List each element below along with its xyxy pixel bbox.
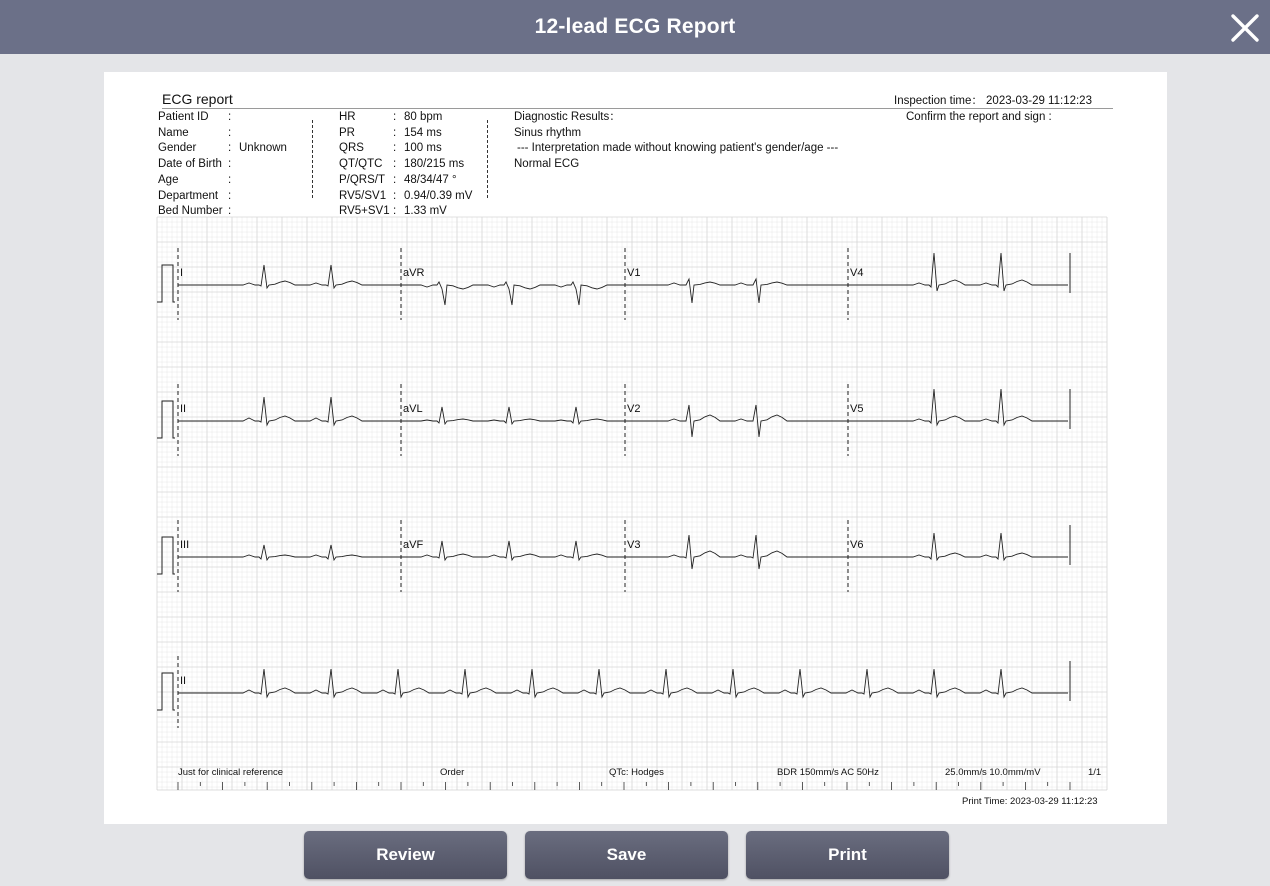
field-colon: :: [393, 126, 397, 139]
lead-label: V2: [627, 403, 641, 415]
speed-gain: 25.0mm/s 10.0mm/mV: [945, 767, 1041, 778]
lead-label: V5: [850, 403, 864, 415]
lead-label: V1: [627, 267, 641, 279]
lead-label: I: [180, 267, 184, 279]
title-bar: [0, 0, 1270, 54]
diagnostic-line: --- Interpretation made without knowing patient's gender/age ---: [517, 142, 839, 154]
header-divider: [162, 108, 1113, 109]
clinical-reference: Just for clinical reference: [178, 767, 284, 778]
measurement-value: 154 ms: [404, 126, 442, 139]
measurement-value: 48/34/47 °: [404, 173, 457, 186]
field-colon: :: [393, 142, 397, 155]
measurement-label: HR: [339, 111, 356, 123]
patient-field-label: Age: [158, 173, 179, 186]
ecg-trace-aVR: [401, 282, 625, 305]
lead-label: II: [180, 403, 187, 415]
order-label: Order: [440, 767, 465, 778]
page-number: 1/1: [1088, 767, 1102, 778]
calibration-pulse: [157, 265, 175, 302]
review-button[interactable]: Review: [304, 831, 507, 879]
patient-field-label: Bed Number: [158, 205, 223, 218]
qtc-method: QTc: Hodges: [609, 767, 664, 778]
save-button[interactable]: Save: [525, 831, 728, 879]
print-time: Print Time: 2023-03-29 11:12:23: [962, 796, 1098, 807]
patient-field-label: Name: [158, 126, 189, 139]
patient-field-label: Department: [158, 189, 219, 202]
lead-label: III: [180, 539, 190, 551]
confirm-sign: Confirm the report and sign :: [906, 111, 1052, 123]
field-colon: :: [228, 189, 232, 202]
close-icon[interactable]: [1228, 11, 1262, 45]
field-colon: :: [228, 142, 232, 155]
patient-field-value: Unknown: [239, 142, 287, 155]
ecg-chart: [104, 72, 1167, 824]
diagnostic-heading: Diagnostic Results：: [514, 111, 621, 123]
column-divider: [487, 120, 488, 198]
lead-label: II: [180, 675, 187, 687]
field-colon: :: [393, 111, 397, 123]
ecg-trace-II: [178, 397, 401, 425]
measurement-label: RV5+SV1: [339, 205, 390, 218]
lead-label: V4: [850, 267, 864, 279]
field-colon: :: [228, 173, 232, 186]
measurement-label: P/QRS/T: [339, 173, 386, 186]
field-colon: :: [393, 158, 397, 171]
ecg-trace-II: [178, 669, 1068, 697]
lead-label: V6: [850, 539, 864, 551]
measurement-label: QRS: [339, 142, 364, 155]
ecg-report-paper: [104, 72, 1167, 824]
field-colon: :: [228, 158, 232, 171]
measurement-value: 0.94/0.39 mV: [404, 189, 473, 202]
print-button[interactable]: Print: [746, 831, 949, 879]
lead-label: aVF: [403, 539, 424, 551]
measurement-value: 1.33 mV: [404, 205, 447, 218]
ecg-trace-I: [178, 265, 401, 288]
diagnostic-line: Sinus rhythm: [514, 127, 582, 139]
window-title: 12-lead ECG Report: [534, 15, 736, 38]
lead-label: V3: [627, 539, 641, 551]
report-title: ECG report: [162, 91, 233, 107]
patient-field-label: Patient ID: [158, 111, 209, 123]
field-colon: :: [228, 111, 232, 123]
column-divider: [312, 120, 313, 198]
field-colon: :: [393, 189, 397, 202]
calibration-pulse: [157, 537, 175, 574]
filter-settings: BDR 150mm/s AC 50Hz: [777, 767, 879, 778]
measurement-value: 180/215 ms: [404, 158, 465, 171]
calibration-pulse: [157, 401, 175, 438]
measurement-value: 100 ms: [404, 142, 442, 155]
measurement-label: PR: [339, 126, 355, 139]
ecg-trace-III: [178, 545, 401, 560]
ecg-grid-major: [157, 217, 1107, 790]
diagnostic-line: Normal ECG: [514, 158, 580, 170]
patient-field-label: Gender: [158, 142, 197, 155]
patient-field-label: Date of Birth: [158, 158, 222, 171]
field-colon: :: [228, 126, 232, 139]
lead-label: aVR: [403, 267, 425, 279]
field-colon: :: [393, 205, 397, 218]
measurement-label: QT/QTC: [339, 158, 383, 171]
calibration-pulse: [157, 673, 175, 710]
measurement-label: RV5/SV1: [339, 189, 387, 202]
inspection-time: Inspection time： 2023-03-29 11:12:23: [894, 95, 1092, 107]
field-colon: :: [393, 173, 397, 186]
ecg-trace-V1: [625, 279, 848, 303]
ecg-trace-aVL: [401, 407, 625, 424]
lead-label: aVL: [403, 403, 423, 415]
measurement-value: 80 bpm: [404, 111, 443, 123]
field-colon: :: [228, 205, 232, 218]
